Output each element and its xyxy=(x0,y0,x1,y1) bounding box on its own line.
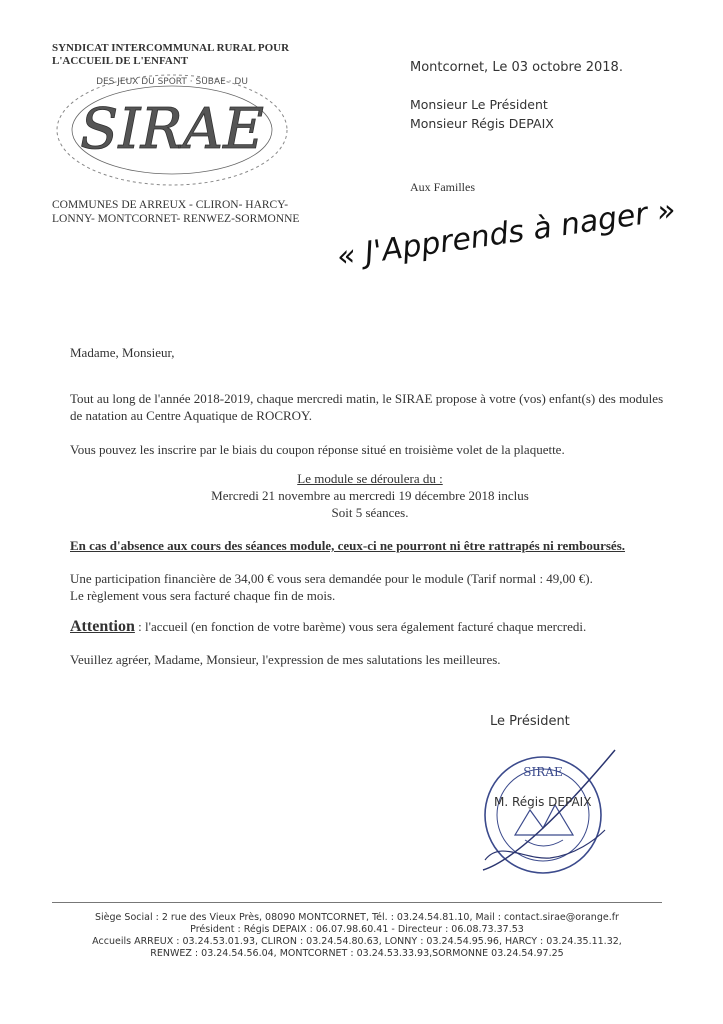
logo-ring-text: DES JEUX DU SPORT · SUBAE · DU xyxy=(96,77,248,87)
footer-line-2: Président : Régis DEPAIX : 06.07.98.60.41 - Directeur : 06.08.73.37.53 xyxy=(190,924,524,935)
footer-line-1: Siège Social : 2 rue des Vieux Près, 08090 MONTCORNET, Tél. : 03.24.54.81.10, Mail : contact.sirae@orange.fr xyxy=(95,912,619,923)
sirae-logo xyxy=(50,70,295,190)
org-name-line-2: L'ACCUEIL DE L'ENFANT xyxy=(52,55,189,67)
logo-wordmark: SIRAE xyxy=(80,97,264,162)
attention-label: Attention xyxy=(70,618,135,635)
fees-line-2: Le règlement vous sera facturé chaque fin de mois. xyxy=(70,588,336,603)
module-schedule xyxy=(70,470,670,521)
absence-notice: En cas d'absence aux cours des séances module, ceux-ci ne pourront ni être rattrapés ni remboursés. xyxy=(70,538,626,553)
closing-formula: Veuillez agréer, Madame, Monsieur, l'expression de mes salutations les meilleures. xyxy=(70,652,501,667)
footer-line-4: RENWEZ : 03.24.54.56.04, MONTCORNET : 03.24.53.33.93,SORMONNE 03.24.54.97.25 xyxy=(150,948,564,959)
footer-line-3: Accueils ARREUX : 03.24.53.01.93, CLIRON : 03.24.54.80.63, LONNY : 03.24.54.95.96, HARCY : 03.24.35.11.32, xyxy=(92,936,622,947)
paragraph-fees xyxy=(70,570,670,604)
recipient-line-2: Monsieur Régis DEPAIX xyxy=(410,116,554,131)
addressee-families: Aux Familles xyxy=(410,180,475,194)
president-title: Le Président xyxy=(490,714,570,729)
attention-text: : l'accueil (en fonction de votre barème) vous sera également facturé chaque mercredi. xyxy=(134,619,587,634)
attention-notice xyxy=(70,618,670,635)
communes-line-1: COMMUNES DE ARREUX - CLIRON- HARCY- xyxy=(52,199,289,211)
footer-divider xyxy=(52,902,662,903)
module-sessions: Soit 5 séances. xyxy=(331,505,409,520)
recipient-line-1: Monsieur Le Président xyxy=(410,97,548,112)
fees-line-1: Une participation financière de 34,00 € vous sera demandée pour le module (Tarif normal : 49,00 €). xyxy=(70,571,593,586)
stamp-text: SIRAE xyxy=(523,765,563,779)
salutation: Madame, Monsieur, xyxy=(70,345,175,360)
letter-date: Montcornet, Le 03 octobre 2018. xyxy=(410,60,623,75)
official-stamp xyxy=(455,740,635,890)
organization-name xyxy=(52,42,322,68)
org-name-line-1: SYNDICAT INTERCOMMUNAL RURAL POUR xyxy=(52,42,290,54)
communes-line-2: LONNY- MONTCORNET- RENWEZ-SORMONNE xyxy=(52,213,300,225)
module-dates: Mercredi 21 novembre au mercredi 19 décembre 2018 inclus xyxy=(211,488,529,503)
paragraph-intro: Tout au long de l'année 2018-2019, chaque mercredi matin, le SIRAE propose à votre (vos) enfant(s) des modules de natation au Centre Aquatique de ROCROY. xyxy=(70,391,664,423)
footer-contact xyxy=(52,912,662,960)
headline: « J'Apprends à nager » xyxy=(335,192,678,275)
module-heading: Le module se déroulera du : xyxy=(297,471,443,486)
paragraph-registration: Vous pouvez les inscrire par le biais du coupon réponse situé en troisième volet de la plaquette. xyxy=(70,442,565,457)
signatory-name: M. Régis DEPAIX xyxy=(494,795,592,809)
communes-list xyxy=(52,198,322,226)
